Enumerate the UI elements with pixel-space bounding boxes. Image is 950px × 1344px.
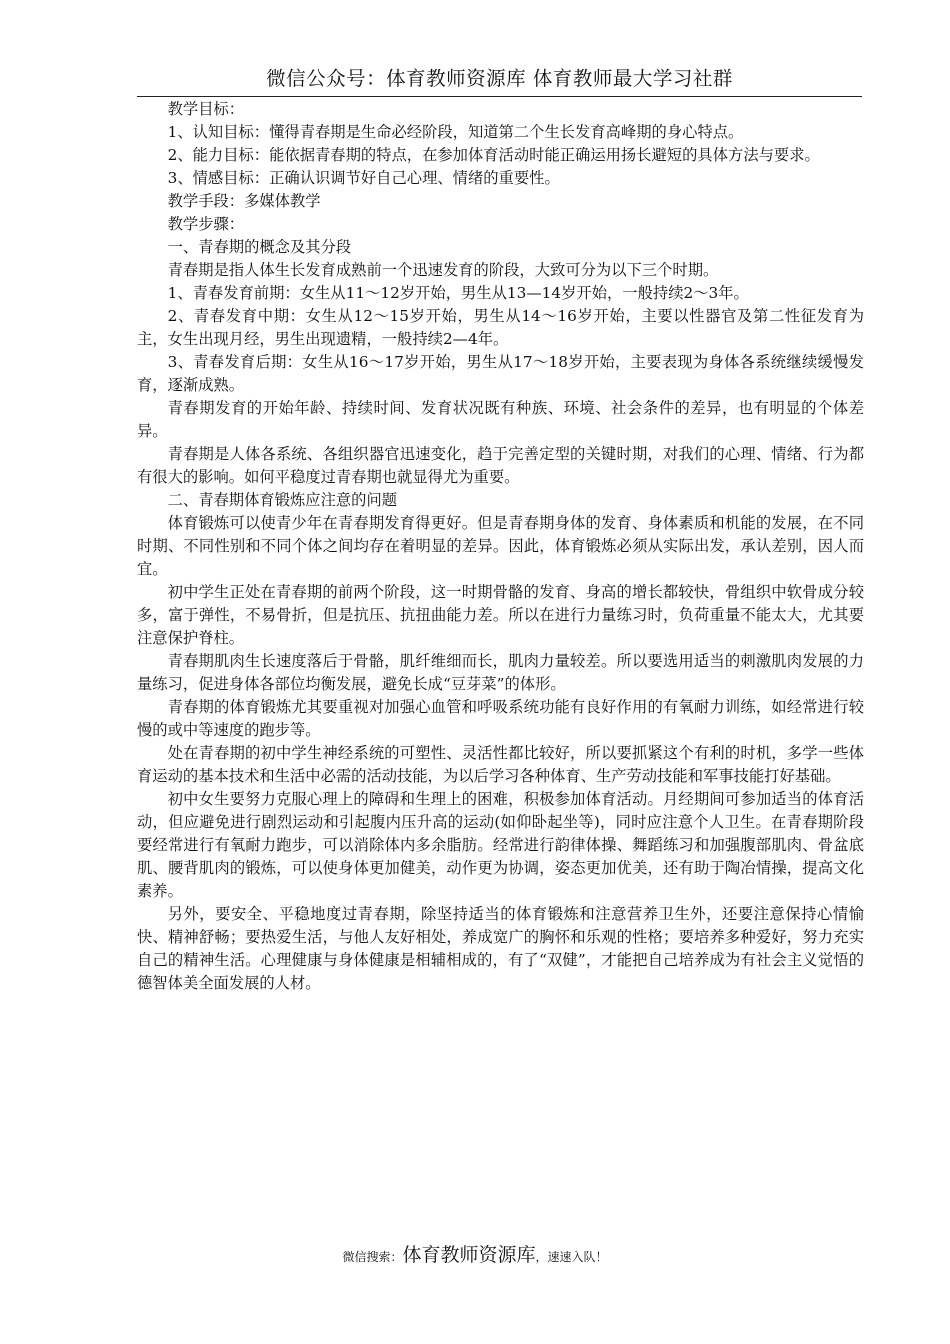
- paragraph: 教学手段：多媒体教学: [167, 192, 321, 210]
- footer-suffix: ，速速入队！: [535, 1250, 608, 1264]
- paragraph: 2、青春发育中期：女生从12～15岁开始，男生从14～16岁开始，主要以性器官及第二性征发育为主，女生出现月经，男生出现遗精，一般持续2—4年。: [137, 307, 864, 348]
- paragraph: 2、能力目标：能依据青春期的特点，在参加体育活动时能正确运用扬长避短的具体方法与要求。: [167, 146, 820, 164]
- paragraph: 处在青春期的初中学生神经系统的可塑性、灵活性都比较好，所以要抓紧这个有利的时机，多学一些体育运动的基本技术和生活中必需的活动技能，为以后学习各种体育、生产劳动技能和军事技能打好基础。: [137, 744, 864, 785]
- paragraph: 青春期是人体各系统、各组织器官迅速变化，趋于完善定型的关键时期，对我们的心理、情绪、行为都有很大的影响。如何平稳度过青春期也就显得尤为重要。: [137, 445, 864, 486]
- footer-account-name: 体育教师资源库: [402, 1244, 536, 1266]
- page-footer: [0, 1240, 950, 1267]
- document-body: [137, 98, 864, 995]
- paragraph: 青春期的体育锻炼尤其要重视对加强心血管和呼吸系统功能有良好作用的有氧耐力训练，如经常进行较慢的或中等速度的跑步等。: [137, 698, 864, 739]
- paragraph: 初中学生正处在青春期的前两个阶段，这一时期骨骼的发育、身高的增长都较快，骨组织中软骨成分较多，富于弹性，不易骨折，但是抗压、抗扭曲能力差。所以在进行力量练习时，负荷重量不能太大，尤其要注意保护脊柱。: [137, 583, 864, 647]
- paragraph: 1、青春发育前期：女生从11～12岁开始，男生从13—14岁开始，一般持续2～3年。: [167, 284, 749, 302]
- paragraph: 1、认知目标：懂得青春期是生命必经阶段，知道第二个生长发育高峰期的身心特点。: [167, 123, 744, 141]
- paragraph: 青春期肌肉生长速度落后于骨骼，肌纤维细而长，肌肉力量较差。所以要选用适当的刺激肌肉发展的力量练习，促进身体各部位均衡发展，避免长成“豆芽菜”的体形。: [137, 652, 864, 693]
- section-heading: 二、青春期体育锻炼应注意的问题: [167, 491, 398, 509]
- page-header: 微信公众号：体育教师资源库 体育教师最大学习社群: [137, 66, 862, 97]
- paragraph: 青春期发育的开始年龄、持续时间、发育状况既有种族、环境、社会条件的差异，也有明显的个体差异。: [137, 399, 864, 440]
- paragraph: 青春期是指人体生长发育成熟前一个迅速发育的阶段，大致可分为以下三个时期。: [167, 261, 719, 279]
- paragraph: 另外，要安全、平稳地度过青春期，除坚持适当的体育锻炼和注意营养卫生外，还要注意保持心情愉快、精神舒畅；要热爱生活，与他人友好相处，养成宽广的胸怀和乐观的性格；要培养多种爱好，努力充实自己的精神生活。心理健康与身体健康是相辅相成的，有了“双健”，才能把自己培养成为有社会主义觉悟的德智体美全面发展的人材。: [137, 905, 864, 992]
- section-heading: 一、青春期的概念及其分段: [167, 238, 352, 256]
- paragraph: 体育锻炼可以使青少年在青春期发育得更好。但是青春期身体的发育、身体素质和机能的发展，在不同时期、不同性别和不同个体之间均存在着明显的差异。因此，体育锻炼必须从实际出发，承认差别，因人而宜。: [137, 514, 864, 578]
- paragraph: 教学目标：: [167, 100, 245, 118]
- footer-prefix: 微信搜索：: [342, 1250, 403, 1264]
- paragraph: 教学步骤：: [167, 215, 245, 233]
- paragraph: 初中女生要努力克服心理上的障碍和生理上的困难，积极参加体育活动。月经期间可参加适当的体育活动，但应避免进行剧烈运动和引起腹内压升高的运动(如仰卧起坐等)，同时应注意个人卫生。在青春期阶段要经常进行有氧耐力跑步，可以消除体内多余脂肪。经常进行韵律体操、舞蹈练习和加强腹部肌肉、骨盆底肌、腰背肌肉的锻炼，可以使身体更加健美，动作更为协调，姿态更加优美，还有助于陶冶情操，提高文化素养。: [137, 790, 864, 900]
- paragraph: 3、青春发育后期：女生从16～17岁开始，男生从17～18岁开始，主要表现为身体各系统继续缓慢发育，逐渐成熟。: [137, 353, 864, 394]
- paragraph: 3、情感目标：正确认识调节好自己心理、情绪的重要性。: [167, 169, 560, 187]
